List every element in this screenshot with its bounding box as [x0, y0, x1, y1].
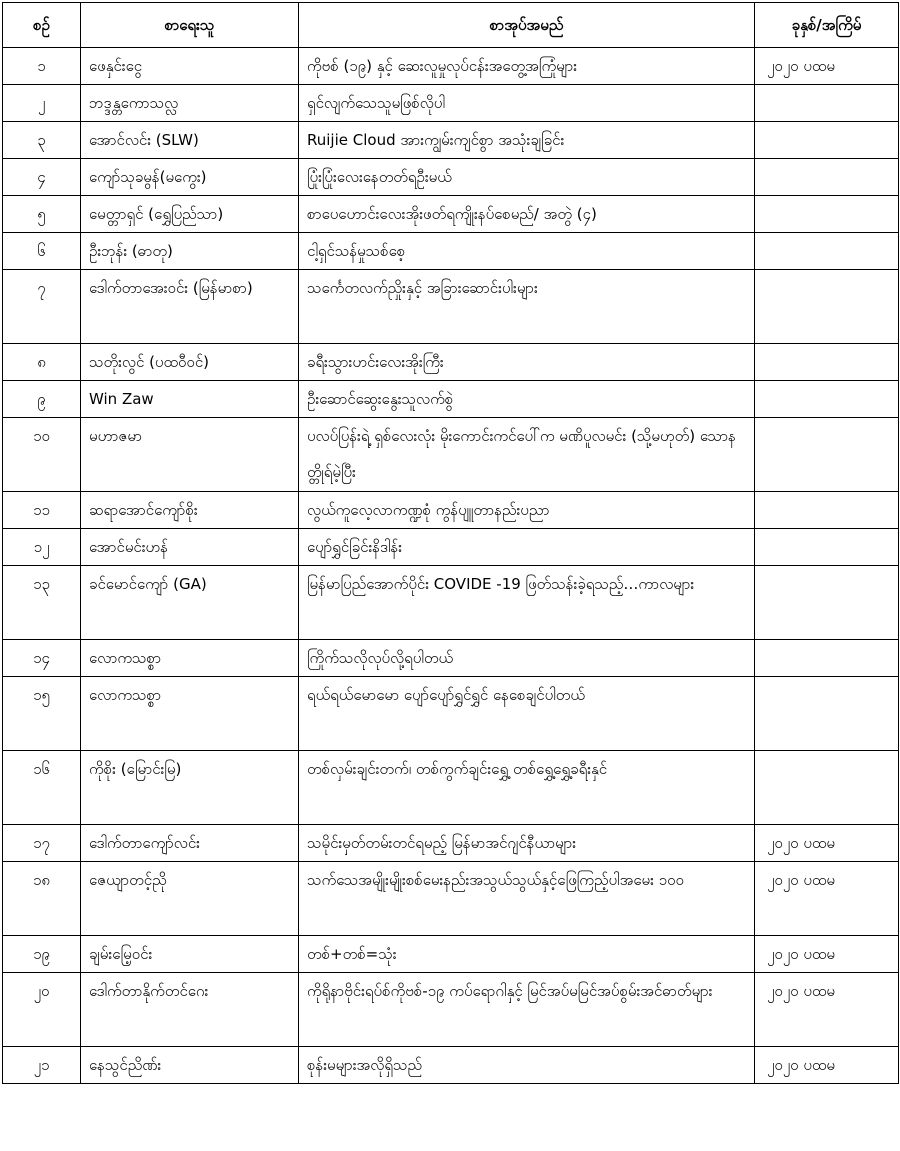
row-year-edition	[755, 529, 899, 566]
row-year-edition	[755, 196, 899, 233]
row-title: သမိုင်းမှတ်တမ်းတင်ရမည့် မြန်မာအင်ဂျင်နီယာများ	[299, 825, 755, 862]
table-row	[3, 566, 899, 640]
row-title: သက်သေအမျိုးမျိုးစစ်မေးနည်းအသွယ်သွယ်နှင့်ဖြေကြည့်ပါအမေး ၁၀၀	[299, 862, 755, 936]
row-title: ကိုရိုနာဗိုင်းရပ်စ်ကိုဗစ်-၁၉ ကပ်ရောဂါနှင့် မြင်အပ်မမြင်အပ်စွမ်းအင်ဓာတ်များ	[299, 973, 755, 1047]
row-author: ဖေနှင်းငွေ	[81, 48, 299, 85]
row-number: ၂	[3, 85, 81, 122]
row-number: ၇	[3, 270, 81, 344]
row-author: လောကသစ္စာ	[81, 677, 299, 751]
row-title: ပြုံးပြုံးလေးနေတတ်ရဦးမယ်	[299, 159, 755, 196]
row-number: ၉	[3, 381, 81, 418]
row-number: ၈	[3, 344, 81, 381]
row-number: ၁၂	[3, 529, 81, 566]
row-year-edition: ၂၀၂၀ ပထမ	[755, 48, 899, 85]
header-row	[3, 3, 899, 48]
row-year-edition	[755, 418, 899, 492]
table-row	[3, 344, 899, 381]
row-title: ရယ်ရယ်မောမော ပျော်ပျော်ရွှင်ရွှင် နေစေချင်ပါတယ်	[299, 677, 755, 751]
table-row	[3, 270, 899, 344]
row-year-edition	[755, 566, 899, 640]
row-title: မြန်မာပြည်အောက်ပိုင်း COVIDE -19 ဖြတ်သန်းခဲ့ရသည့်…ကာလများ	[299, 566, 755, 640]
row-author: မဟာဇမာ	[81, 418, 299, 492]
row-author: မေတ္တာရှင် (ရွှေပြည်သာ)	[81, 196, 299, 233]
row-year-edition	[755, 751, 899, 825]
table-row	[3, 936, 899, 973]
row-author: ဒေါက်တာကျော်လင်း	[81, 825, 299, 862]
row-title: ရှင်လျက်သေသူမဖြစ်လိုပါ	[299, 85, 755, 122]
row-number: ၁၃	[3, 566, 81, 640]
row-author: ဆရာအောင်ကျော်စိုး	[81, 492, 299, 529]
table-row	[3, 973, 899, 1047]
row-number: ၁၇	[3, 825, 81, 862]
table-row	[3, 418, 899, 492]
table-body	[3, 48, 899, 1084]
row-title: စာပေဟောင်းလေးအိုးဖတ်ရကျိုးနပ်စေမည်/ အတွဲ (၄)	[299, 196, 755, 233]
table-row	[3, 85, 899, 122]
table-row	[3, 233, 899, 270]
header-year-edition: ခုနှစ်/အကြိမ်	[755, 3, 899, 48]
row-number: ၁၀	[3, 418, 81, 492]
row-year-edition	[755, 122, 899, 159]
header-title: စာအုပ်အမည်	[299, 3, 755, 48]
row-title: ကိုဗစ် (၁၉) နှင့် ဆေးလူမှုလုပ်ငန်းအတွေ့အကြုံများ	[299, 48, 755, 85]
table-row	[3, 492, 899, 529]
row-title: ကြိုက်သလိုလုပ်လို့ရပါတယ်	[299, 640, 755, 677]
row-author: ဒေါက်တာနိုက်တင်ဂေး	[81, 973, 299, 1047]
row-title: ပျော်ရွှင်ခြင်းနိဒါန်း	[299, 529, 755, 566]
row-author: အောင်လင်း (SLW)	[81, 122, 299, 159]
row-author: သတိုးလွင် (ပထဝီဝင်)	[81, 344, 299, 381]
row-year-edition	[755, 85, 899, 122]
table-row	[3, 381, 899, 418]
header-author: စာရေးသူ	[81, 3, 299, 48]
row-title: ခရီးသွားဟင်းလေးအိုးကြီး	[299, 344, 755, 381]
table-row	[3, 48, 899, 85]
row-author: ကျော်သုခမွန်(မကွေး)	[81, 159, 299, 196]
row-title: လွယ်ကူလေ့လာကဏ္ဍစုံ ကွန်ပျူတာနည်းပညာ	[299, 492, 755, 529]
table-row	[3, 122, 899, 159]
row-author: ကိုစိုး (မြောင်းမြ)	[81, 751, 299, 825]
row-year-edition	[755, 381, 899, 418]
row-number: ၁၆	[3, 751, 81, 825]
row-year-edition: ၂၀၂၀ ပထမ	[755, 1047, 899, 1084]
row-number: ၁၉	[3, 936, 81, 973]
row-year-edition	[755, 159, 899, 196]
table-row	[3, 825, 899, 862]
row-author: ဘဒ္ဒန္တကောသလ္လ	[81, 85, 299, 122]
row-number: ၂၀	[3, 973, 81, 1047]
row-title: ငါ့ရှင်သန်မှုသစ်စေ့	[299, 233, 755, 270]
header-number: စဉ်	[3, 3, 81, 48]
table-row	[3, 159, 899, 196]
row-author: ခင်မောင်ကျော် (GA)	[81, 566, 299, 640]
row-year-edition	[755, 344, 899, 381]
row-year-edition: ၂၀၂၀ ပထမ	[755, 825, 899, 862]
row-number: ၁၅	[3, 677, 81, 751]
row-number: ၁	[3, 48, 81, 85]
table-row	[3, 196, 899, 233]
row-year-edition	[755, 640, 899, 677]
row-author: အောင်မင်းဟန်	[81, 529, 299, 566]
row-number: ၆	[3, 233, 81, 270]
row-year-edition: ၂၀၂၀ ပထမ	[755, 936, 899, 973]
row-number: ၁၁	[3, 492, 81, 529]
row-year-edition	[755, 492, 899, 529]
table-row	[3, 677, 899, 751]
row-title: သင်္ကေတလက်ညှိုးနှင့် အခြားဆောင်းပါးများ	[299, 270, 755, 344]
row-year-edition	[755, 233, 899, 270]
row-number: ၂၁	[3, 1047, 81, 1084]
table-row	[3, 1047, 899, 1084]
row-year-edition: ၂၀၂၀ ပထမ	[755, 862, 899, 936]
row-year-edition: ၂၀၂၀ ပထမ	[755, 973, 899, 1047]
row-title: စုန်းမများအလိုရှိသည်	[299, 1047, 755, 1084]
row-author: ဇေယျာတင့်ညို	[81, 862, 299, 936]
row-number: ၄	[3, 159, 81, 196]
row-title: Ruijie Cloud အားကျွမ်းကျင်စွာ အသုံးချခြင်း	[299, 122, 755, 159]
row-number: ၃	[3, 122, 81, 159]
table-row	[3, 751, 899, 825]
row-number: ၁၄	[3, 640, 81, 677]
row-title: တစ်လှမ်းချင်းတက်၊ တစ်ကွက်ချင်းရွှေ့ တစ်ရွှေ့ရွှေ့ခရီးနှင်	[299, 751, 755, 825]
row-number: ၅	[3, 196, 81, 233]
row-author: ဦးဘုန်း (ဓာတု)	[81, 233, 299, 270]
book-list-table	[2, 2, 899, 1084]
table-row	[3, 529, 899, 566]
row-author: လောကသစ္စာ	[81, 640, 299, 677]
row-author: နေသွင်ညိဏ်း	[81, 1047, 299, 1084]
row-year-edition	[755, 270, 899, 344]
row-author: ဒေါက်တာအေးဝင်း (မြန်မာစာ)	[81, 270, 299, 344]
row-title: တစ်+တစ်=သုံး	[299, 936, 755, 973]
table-row	[3, 862, 899, 936]
row-number: ၁၈	[3, 862, 81, 936]
row-title: ဦးဆောင်ဆွေးနွေးသူလက်စွဲ	[299, 381, 755, 418]
table-row	[3, 640, 899, 677]
row-year-edition	[755, 677, 899, 751]
row-author: Win Zaw	[81, 381, 299, 418]
row-author: ချမ်းမြေ့ဝင်း	[81, 936, 299, 973]
row-title: ပလပ်ပြန်းရဲ့ ရှစ်လေးလုံး မိုးကောင်းကင်ပေါ်က မဏိပူလမင်း (သို့မဟုတ်) သောနတ္တိုရ်မဲ့ပြီး	[299, 418, 755, 492]
